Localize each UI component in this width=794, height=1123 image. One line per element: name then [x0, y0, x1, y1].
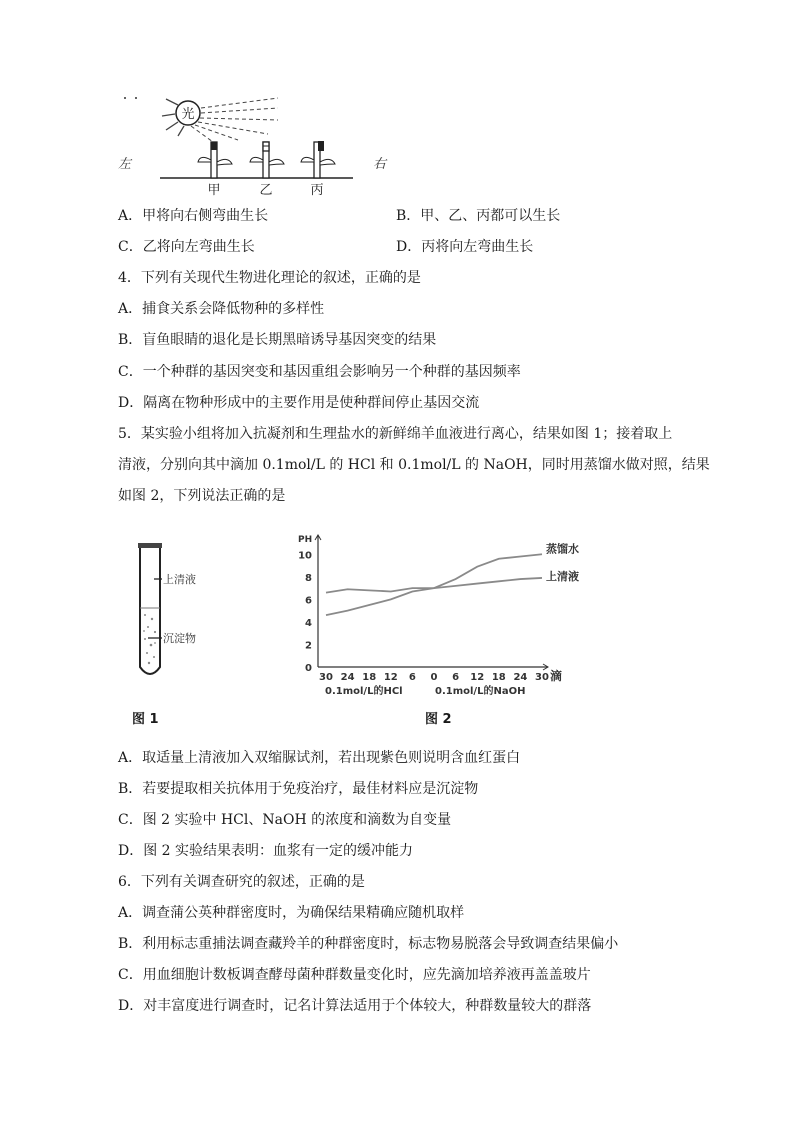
y-axis-label: PH: [298, 535, 313, 545]
figure-2-caption: 图 2: [425, 712, 452, 727]
x-tick-label: 18: [491, 672, 506, 683]
q5-stem-line-1: 5．某实验小组将加入抗凝剂和生理盐水的新鲜绵羊血液进行离心，结果如图 1；接着取上: [118, 426, 673, 442]
x-axis-label: 滴: [550, 669, 563, 683]
q3-option-a: A．甲将向右侧弯曲生长: [118, 208, 269, 224]
q4-stem: 4．下列有关现代生物进化理论的叙述，正确的是: [118, 270, 421, 286]
q3-option-d: D．丙将向左弯曲生长: [396, 239, 534, 255]
q4-option-c: C．一个种群的基因突变和基因重组会影响另一个种群的基因频率: [118, 364, 521, 380]
right-label: 右: [373, 157, 387, 172]
q4-option-b: B．盲鱼眼睛的退化是长期黑暗诱导基因突变的结果: [118, 332, 437, 348]
phototropism-figure: [118, 90, 418, 200]
q6-option-b: B．利用标志重捕法调查藏羚羊的种群密度时，标志物易脱落会导致调查结果偏小: [118, 936, 619, 952]
x-tick-label: 24: [513, 672, 528, 683]
q5-option-a: A．取适量上清液加入双缩脲试剂，若出现紫色则说明含血红蛋白: [118, 750, 521, 766]
x-tick-label: 12: [470, 672, 485, 683]
seedling-yi: [250, 142, 284, 178]
q3-option-b: B．甲、乙、丙都可以生长: [396, 208, 561, 224]
naoh-group-label: 0.1mol/L的NaOH: [435, 686, 526, 697]
q6-option-d: D．对丰富度进行调查时，记名计算法适用于个体较大，种群数量较大的群落: [118, 998, 592, 1014]
series-line-1: [326, 578, 542, 593]
x-tick-label: 6: [452, 672, 460, 683]
x-tick-label: 30: [535, 672, 549, 683]
q4-option-d: D．隔离在物种形成中的主要作用是使种群间停止基因交流: [118, 395, 480, 411]
light-source-icon: [162, 98, 278, 142]
x-tick-label: 18: [362, 672, 377, 683]
q5-option-b: B．若要提取相关抗体用于免疫治疗，最佳材料应是沉淀物: [118, 781, 479, 797]
tube-label-sediment: 沉淀物: [163, 632, 196, 645]
q6-option-c: C．用血细胞计数板调查酵母菌种群数量变化时，应先滴加培养液再盖盖玻片: [118, 967, 591, 983]
y-tick-label: 8: [305, 572, 312, 584]
seedling-label-yi: 乙: [259, 183, 273, 198]
q5-option-c: C．图 2 实验中 HCl、NaOH 的浓度和滴数为自变量: [118, 812, 452, 828]
hcl-group-label: 0.1mol/L的HCl: [325, 686, 403, 697]
x-tick-label: 0: [430, 672, 438, 683]
seedling-label-jia: 甲: [207, 183, 221, 198]
x-tick-label: 12: [383, 672, 398, 683]
x-tick-label: 6: [408, 672, 416, 683]
x-tick-label: 30: [319, 672, 333, 683]
test-tube-figure: [118, 535, 238, 685]
x-tick-label: 24: [340, 672, 355, 683]
seedling-label-bing: 丙: [310, 183, 324, 198]
series-label-1: 上清液: [546, 569, 579, 583]
seedling-jia: [198, 142, 232, 178]
y-tick-label: 10: [298, 550, 312, 562]
q5-option-d: D．图 2 实验结果表明：血浆有一定的缓冲能力: [118, 843, 414, 859]
figure-1-caption: 图 1: [132, 712, 159, 727]
series-label-0: 蒸馏水: [546, 542, 579, 556]
y-tick-label: 4: [305, 617, 312, 629]
y-tick-label: 6: [305, 595, 312, 607]
q5-stem-line-2: 清液，分别向其中滴加 0.1mol/L 的 HCl 和 0.1mol/L 的 NaOH，同时用蒸馏水做对照，结果: [118, 457, 710, 473]
tube-label-supernatant: 上清液: [163, 573, 196, 586]
q6-option-a: A．调查蒲公英种群密度时，为确保结果精确应随机取样: [118, 905, 465, 921]
seedling-bing: [301, 141, 335, 178]
q6-stem: 6．下列有关调查研究的叙述，正确的是: [118, 874, 365, 890]
series-line-0: [326, 554, 542, 615]
ph-line-chart: [288, 525, 588, 700]
q4-option-a: A．捕食关系会降低物种的多样性: [118, 301, 325, 317]
q3-option-c: C．乙将向左弯曲生长: [118, 239, 255, 255]
light-label: 光: [181, 107, 195, 122]
left-label: 左: [118, 157, 132, 172]
q5-stem-line-3: 如图 2，下列说法正确的是: [118, 488, 286, 504]
y-tick-label: 0: [305, 663, 312, 674]
y-tick-label: 2: [305, 640, 312, 652]
